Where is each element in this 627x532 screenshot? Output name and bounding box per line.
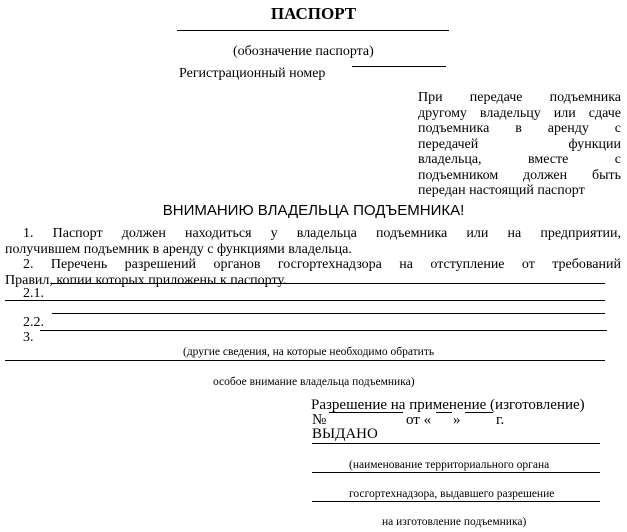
owner-attention-heading: ВНИМАНИЮ ВЛАДЕЛЬЦА ПОДЪЕМНИКА! (162, 202, 465, 219)
permit-number-prefix: № (312, 412, 327, 428)
other-info-line (5, 360, 605, 361)
passport-designation-caption: (обозначение паспорта) (233, 44, 374, 59)
notice-line: При передаче подъемника (418, 90, 621, 105)
issuer-caption: на изготовление подъемника) (382, 516, 527, 528)
permit-number-line (329, 412, 403, 413)
permit-date-prefix: от « (406, 412, 432, 428)
issuer-line (312, 443, 600, 444)
notice-line: подъемником должен быть (418, 167, 621, 183)
permit-date-mid: » (453, 412, 461, 428)
transfer-notice (418, 90, 621, 199)
permit-month-line (465, 412, 493, 413)
issuer-line (312, 501, 600, 502)
other-info-caption: (другие сведения, на которые необходимо обратить (183, 346, 435, 358)
sub-item-2-1-line (52, 283, 605, 284)
notice-line: передачей функции (418, 136, 621, 152)
item-2-line: Правил, копии которых приложены к паспорту. (5, 272, 287, 288)
permit-issued-label: ВЫДАНО (312, 426, 378, 442)
permit-day-line (436, 412, 452, 413)
item-1-line: получившем подъемник в аренду с функциями владельца. (5, 241, 352, 257)
permit-title: Разрешение на применение (изготовление) (311, 397, 585, 413)
registration-number-line (352, 66, 446, 67)
item-1 (5, 226, 621, 257)
issuer-caption: (наименование территориального органа (349, 459, 550, 471)
notice-line: подъемника в аренду с (418, 121, 621, 136)
item-1-line: 1. Паспорт должен находиться у владельца подъемника или на предприятии, (23, 226, 621, 241)
sub-item-3-label: 3. (23, 330, 34, 345)
sub-item-3-line (40, 330, 607, 331)
permit-year-suffix: г. (496, 412, 505, 428)
item-2-line: 2. Перечень разрешений органов госгортехнадзора на отступление от требований (23, 257, 621, 272)
other-info-caption: особое внимание владельца подъемника) (213, 376, 415, 388)
blank-line (5, 300, 605, 301)
issuer-caption: госгортехнадзора, выдавшего разрешение (349, 488, 555, 500)
issuer-line (312, 472, 600, 473)
sub-item-2-2-label: 2.2. (23, 315, 44, 330)
notice-line: другому владельцу или сдаче (418, 105, 621, 121)
passport-designation-line (177, 30, 449, 31)
document-title: ПАСПОРТ (270, 4, 357, 23)
notice-line: передан настоящий паспорт (418, 183, 585, 198)
sub-item-2-1-label: 2.1. (23, 286, 44, 301)
registration-number-label: Регистрационный номер (179, 66, 326, 81)
sub-item-2-2-line (52, 313, 605, 314)
notice-line: владельца, вместе с (418, 152, 621, 167)
